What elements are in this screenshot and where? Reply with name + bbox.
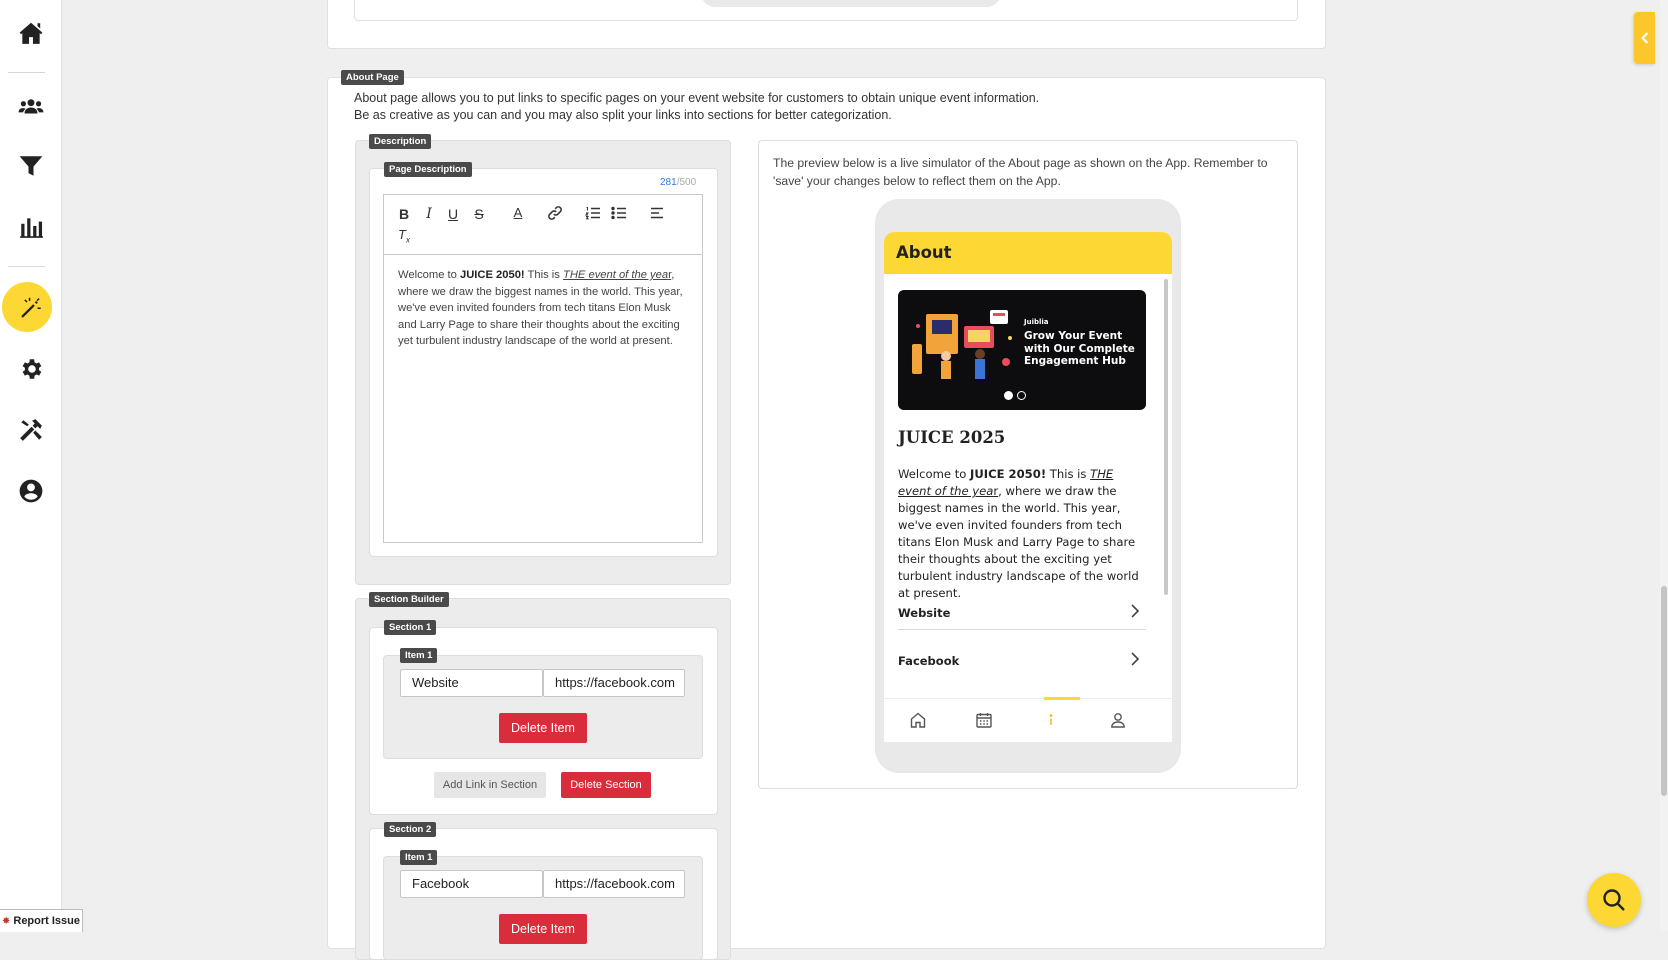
bullet-list-icon[interactable] bbox=[610, 204, 628, 222]
editor-content[interactable]: Welcome to JUICE 2050! This is THE event of the year, where we draw the biggest names in the world. This year, we've even invited founders from tech titans Elon Musk and Larry Page to share their thoughts about the exciting yet turbulent industry landscape of the world at present. bbox=[398, 269, 683, 348]
bold-icon[interactable]: B bbox=[398, 206, 410, 222]
search-icon bbox=[1601, 887, 1627, 913]
clear-format-icon[interactable]: $T_x$ bbox=[398, 227, 410, 245]
phone-screen bbox=[884, 232, 1172, 742]
bar-chart-icon bbox=[18, 214, 44, 240]
users-icon bbox=[18, 94, 44, 120]
search-button[interactable] bbox=[1587, 873, 1641, 927]
link-icon[interactable] bbox=[546, 204, 564, 222]
section-2-tag: Section 2 bbox=[384, 822, 436, 837]
section-1-delete-item-button[interactable]: Delete Item bbox=[499, 713, 587, 743]
ordered-list-icon[interactable] bbox=[584, 204, 602, 222]
previous-section-inner bbox=[354, 0, 1298, 21]
nav-account[interactable] bbox=[0, 469, 61, 513]
chevron-left-icon bbox=[1640, 31, 1650, 45]
section-2-item-tag: Item 1 bbox=[400, 850, 437, 865]
nav-separator bbox=[8, 266, 45, 267]
chevron-right-icon bbox=[1128, 602, 1142, 623]
banner-brand: Juiblia bbox=[1024, 318, 1049, 326]
about-page-tag: About Page bbox=[341, 70, 404, 85]
rich-text-editor[interactable] bbox=[383, 194, 703, 543]
tools-icon bbox=[18, 417, 44, 443]
report-issue-button[interactable] bbox=[0, 909, 83, 932]
sidebar bbox=[0, 0, 62, 931]
add-link-in-section-button[interactable]: Add Link in Section bbox=[434, 772, 546, 798]
event-description: Welcome to JUICE 2050! This is THE event of the year, where we draw the biggest names in the world. This year, we've even invited founders from tech titans Elon Musk and Larry Page to share their thoughts about the exciting yet turbulent industry landscape of the world at present. bbox=[898, 467, 1139, 600]
nav-tools[interactable] bbox=[0, 408, 61, 452]
filter-icon bbox=[18, 153, 44, 179]
bug-icon: ✸ bbox=[1, 915, 11, 927]
section-1-item-tag: Item 1 bbox=[400, 648, 437, 663]
preview-note: The preview below is a live simulator of the About page as shown on the App. Remember to 'save' your changes below to reflect them on the App. bbox=[773, 156, 1268, 188]
section-2-link-name-input[interactable]: Facebook bbox=[400, 870, 543, 898]
chevron-right-icon bbox=[1128, 650, 1142, 671]
section-1-link-url-input[interactable]: https://facebook.com bbox=[543, 669, 685, 697]
promo-banner[interactable] bbox=[898, 290, 1146, 410]
nav-settings[interactable] bbox=[0, 347, 61, 391]
side-panel-toggle[interactable] bbox=[1634, 12, 1655, 64]
info-icon bbox=[1042, 711, 1060, 729]
link-divider bbox=[898, 629, 1146, 630]
preview-link-facebook[interactable] bbox=[898, 643, 1146, 681]
home-icon bbox=[18, 20, 44, 46]
phone-scrollbar bbox=[1164, 279, 1168, 595]
section-builder-tag: Section Builder bbox=[369, 592, 449, 607]
preview-link-website[interactable] bbox=[898, 595, 1146, 633]
preview-link-label: Website bbox=[898, 606, 951, 620]
banner-headline: Grow Your Event with Our Complete Engagement Hub bbox=[1024, 330, 1135, 367]
about-intro-line-1: About page allows you to put links to specific pages on your event website for customers to obtain unique event information. bbox=[354, 91, 1040, 105]
carousel-dot-active[interactable] bbox=[1004, 391, 1013, 400]
home-icon bbox=[909, 711, 927, 729]
carousel-dot[interactable] bbox=[1017, 391, 1026, 400]
text-color-icon[interactable]: A bbox=[513, 205, 523, 220]
description-tag: Description bbox=[369, 134, 431, 149]
profile-icon bbox=[1109, 711, 1127, 729]
section-1-tag: Section 1 bbox=[384, 620, 436, 635]
tab-info[interactable] bbox=[1039, 708, 1063, 732]
banner-illustration bbox=[906, 304, 1024, 388]
section-2-link-url-input[interactable]: https://facebook.com bbox=[543, 870, 685, 898]
char-count-max: /500 bbox=[676, 177, 697, 188]
nav-customize[interactable] bbox=[0, 286, 61, 330]
magic-wand-icon bbox=[18, 295, 44, 321]
about-intro-line-2: Be as creative as you can and you may also split your links into sections for better categorization. bbox=[354, 108, 892, 122]
char-count-used: 281 bbox=[660, 177, 677, 188]
italic-icon[interactable]: I bbox=[426, 206, 432, 222]
phone-header-title: About bbox=[884, 232, 1172, 274]
previous-section-card bbox=[327, 0, 1326, 49]
nav-separator bbox=[8, 72, 45, 73]
align-icon[interactable] bbox=[648, 204, 666, 222]
calendar-icon bbox=[975, 711, 993, 729]
report-issue-label: Report Issue bbox=[13, 915, 81, 927]
nav-home[interactable] bbox=[0, 11, 61, 55]
tab-home[interactable] bbox=[906, 708, 930, 732]
event-title: JUICE 2025 bbox=[898, 428, 1006, 447]
section-1-link-name-input[interactable]: Website bbox=[400, 669, 543, 697]
about-page-intro bbox=[354, 90, 1039, 124]
strikethrough-icon[interactable]: S bbox=[474, 206, 484, 222]
editor-toolbar bbox=[384, 195, 702, 255]
page-description-tag: Page Description bbox=[384, 162, 472, 177]
char-counter bbox=[660, 177, 696, 188]
tab-profile[interactable] bbox=[1106, 708, 1130, 732]
nav-filter[interactable] bbox=[0, 144, 61, 188]
tab-calendar[interactable] bbox=[972, 708, 996, 732]
delete-section-button[interactable]: Delete Section bbox=[561, 772, 651, 798]
preview-link-label: Facebook bbox=[898, 654, 960, 668]
nav-users[interactable] bbox=[0, 85, 61, 129]
active-tab-indicator bbox=[1044, 697, 1080, 700]
nav-analytics[interactable] bbox=[0, 205, 61, 249]
page-scrollbar-thumb[interactable] bbox=[1661, 586, 1667, 796]
previous-section-pill bbox=[701, 0, 1001, 7]
section-2-delete-item-button[interactable]: Delete Item bbox=[499, 914, 587, 944]
account-icon bbox=[18, 478, 44, 504]
underline-icon[interactable]: U bbox=[447, 206, 459, 222]
gear-icon bbox=[18, 356, 44, 382]
